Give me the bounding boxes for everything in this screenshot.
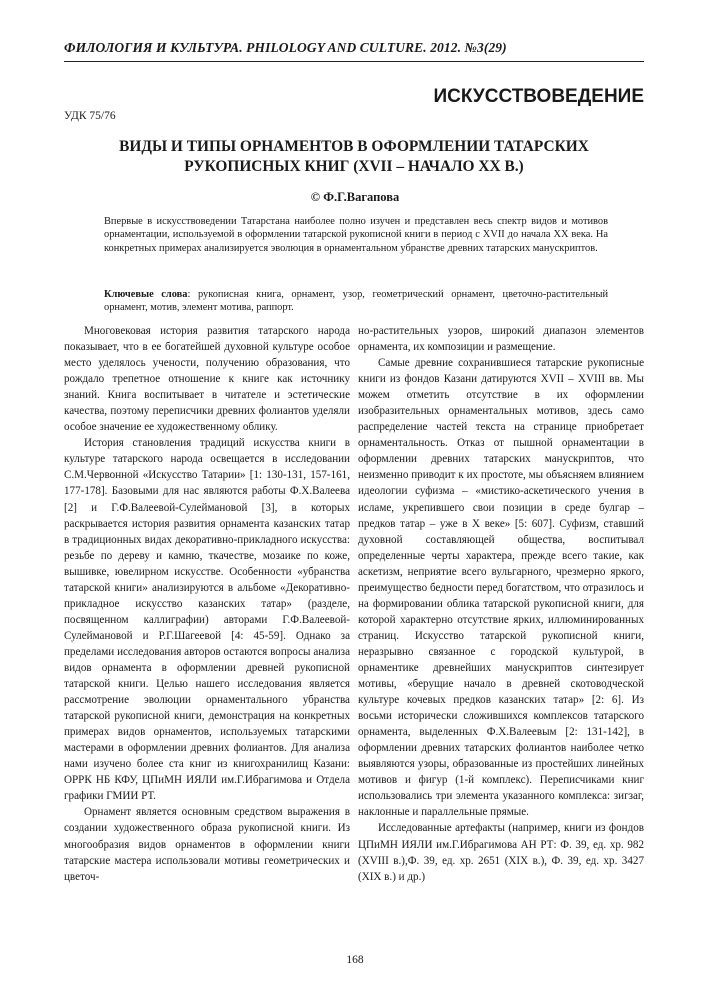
page-number: 168 <box>346 954 364 966</box>
body-column-left <box>64 323 350 885</box>
keywords-label: Ключевые слова <box>104 289 188 300</box>
article-title <box>80 137 628 177</box>
keywords <box>104 288 608 315</box>
udk-code: УДК 75/76 <box>64 110 116 122</box>
section-heading: ИСКУССТВОВЕДЕНИЕ <box>433 86 644 107</box>
body-column-right <box>358 323 644 885</box>
paragraph: Многовековая история развития татарского народа показывает, что в ее богатейшей духовной культуре особое место уделялось учености, получению образования, что рождало трепетное отношение к книге как источнику знаний. Книга воспитывает в читателе и эстетические качества, поэтому переписчики древних фолиантов уделяли особое значение ее художественному облику. <box>64 325 350 434</box>
header-rule <box>64 61 644 62</box>
keywords-text: : рукописная книга, орнамент, узор, геометрический орнамент, цветочно-растительный орнамент, мотив, элемент мотива, раппорт. <box>104 289 608 314</box>
paragraph: История становления традиций искусства книги в культуре татарского народа освещается в исследовании С.М.Червонной «Искусство Татарии» [1: 130-131, 157-161, 177-178]. Базовыми для нас являются работы Ф.Х.Валеева [2] и Г.Ф.Валеевой-Сулеймановой [3], в которых раскрывается история развития орнамента казанских татар в традиционных видах декоративно-прикладного искусства: резьбе по дереву и камню, ткачестве, мозаике по коже, вышивке, ювелирном искусстве. Особенности «убранства татарской книги» анализируются в альбоме «Декоративно-прикладное искусство казанских татар» (разделе, посвященном каллиграфии) авторами Г.Ф.Валеевой-Сулеймановой и Р.Г.Шагеевой [4: 45-59]. Однако за пределами исследования авторов остаются вопросы анализа видов орнамента в оформлении древней рукописной татарской книги. Целью нашего исследования является рассмотрение эволюции орнаментального убранства татарской рукописной книги, демонстрация на конкретных примерах видов орнаментов, используемых татарскими мастерами в оформлении древних фолиантов. Для анализа нами изучено более ста книг из книгохранилищ Казани: ОРРК НБ КФУ, ЦПиМН ИЯЛИ им.Г.Ибрагимова и Отдела графики ГМИИ РТ. <box>64 437 350 803</box>
paragraph: Орнамент является основным средством выражения в создании художественного образа рукописной книги. Из многообразия видов орнаментов в оформлении книги татарские мастера использовали мотивы геометрических и цветоч- <box>64 806 350 883</box>
paragraph: Исследованные артефакты (например, книги из фондов ЦПиМН ИЯЛИ им.Г.Ибрагимова АН РТ: Ф. 39, ед. хр. 982 (XVIII в.),Ф. 39, ед. хр. 2651 (XIX в.), Ф. 39, ед. хр. 3427 (XIX в.) и др.) <box>358 822 644 883</box>
running-header: ФИЛОЛОГИЯ И КУЛЬТУРА. PHILOLOGY AND CULTURE. 2012. №3(29) <box>64 40 507 55</box>
author: © Ф.Г.Вагапова <box>310 190 400 204</box>
title-line-2: РУКОПИСНЫХ КНИГ (XVII – НАЧАЛО XX В.) <box>184 158 524 175</box>
paragraph-continued: но-растительных узоров, широкий диапазон элементов орнамента, их композиции и размещение. <box>358 325 644 354</box>
title-line-1: ВИДЫ И ТИПЫ ОРНАМЕНТОВ В ОФОРМЛЕНИИ ТАТАРСКИХ <box>119 138 589 155</box>
abstract: Впервые в искусствоведении Татарстана наиболее полно изучен и представлен весь спектр видов и мотивов орнаментации, используемой в оформлении татарской рукописной книги в период с XVII до начала XX века. На конкретных примерах анализируется эволюция в орнаментальном убранстве древних татарских манускриптов. <box>104 216 608 254</box>
paragraph: Самые древние сохранившиеся татарские рукописные книги из фондов Казани датируются XVII – XVIII вв. Мы можем отметить отсутствие в их оформлении изобразительных орнаментальных мотивов, здесь само распределение частей текста на странице приобретает орнаментальность. Отказ от пышной орнаментации в оформлении древних татарских манускриптов, что неизменно приводит к их простоте, мы объясняем влиянием идеологии суфизма – «мистико-аскетического учения в исламе, укрепившего свои позиции в среде булгар – предков татар – уже в X веке» [5: 607]. Суфизм, ставший духовной составляющей общества, воспитывал определенные черты характера, прежде всего такие, как аскетизм, неприятие всего вульгарного, чрезмерно яркого, преимущество бедности перед богатством, что отразилось и на формировании облика татарской рукописной книги, для которой характерно отсутствие ярких, иллюминированных страниц. Искусство татарской рукописной книги, неразрывно связанное с городской культурой, в орнаментике древнейших манускриптов синтезирует мотивы, «берущие начало в древней скотоводческой культуре кочевых предков казанских татар» [2: 6]. Из восьми исторически сложившихся комплексов татарского орнамента, выделенных Ф.Х.Валеевым [2: 131-142], в оформлении древних татарских фолиантов наиболее четко выявляются узоры, образованные из простейших линейных мотивов и фигур (1-й комплекс). Переписчиками книг использовались три элемента указанного комплекса: зигзаг, наклонные и параллельные прямые. <box>358 357 644 819</box>
